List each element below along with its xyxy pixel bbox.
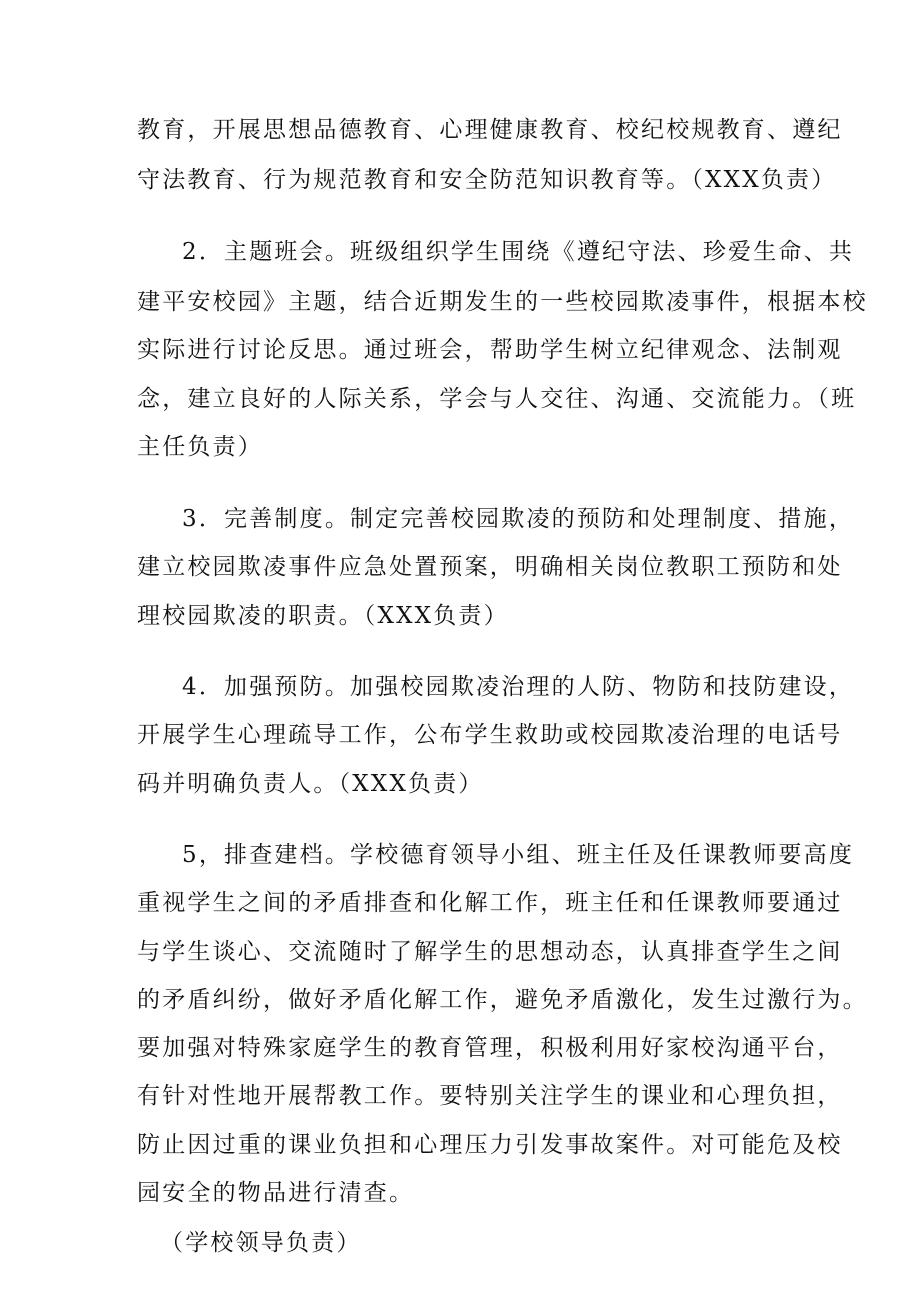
text-line: 2．主题班会。班级组织学生围绕《遵纪守法、珍爱生命、共 xyxy=(182,239,855,265)
text-line: 教育，开展思想品德教育、心理健康教育、校纪校规教育、遵纪 xyxy=(137,117,843,143)
text-line: 4．加强预防。加强校园欺凌治理的人防、物防和技防建设， xyxy=(182,674,855,700)
text-line: 念，建立良好的人际关系，学会与人交往、沟通、交流能力。（班 xyxy=(137,386,857,412)
text-line: 码并明确负责人。（XXX负责） xyxy=(137,771,484,797)
text-line: 3．完善制度。制定完善校园欺凌的预防和处理制度、措施， xyxy=(182,506,855,532)
text-line: 园安全的物品进行清查。 xyxy=(137,1180,415,1206)
text-line: 主任负责） xyxy=(137,434,263,460)
text-line: 开展学生心理疏导工作，公布学生救助或校园欺凌治理的电话号 xyxy=(137,722,843,748)
text-line: 重视学生之间的矛盾排查和化解工作，班主任和任课教师要通过 xyxy=(137,890,843,916)
text-line: 5，排查建档。学校德育领导小组、班主任及任课教师要高度 xyxy=(182,842,855,868)
text-line: 防止因过重的课业负担和心理压力引发事故案件。对可能危及校 xyxy=(137,1132,843,1158)
text-line: 实际进行讨论反思。通过班会，帮助学生树立纪律观念、法制观 xyxy=(137,337,843,363)
text-line: 有针对性地开展帮教工作。要特别关注学生的课业和心理负担， xyxy=(137,1083,843,1109)
text-line: 建平安校园》主题，结合近期发生的一些校园欺凌事件，根据本校 xyxy=(137,289,868,315)
text-line: 要加强对特殊家庭学生的教育管理，积极利用好家校沟通平台， xyxy=(137,1035,843,1061)
text-line: 建立校园欺凌事件应急处置预案，明确相关岗位教职工预防和处 xyxy=(137,554,843,580)
text-line: 与学生谈心、交流随时了解学生的思想动态，认真排查学生之间 xyxy=(137,939,843,965)
text-line: 理校园欺凌的职责。（XXX负责） xyxy=(137,603,509,629)
text-line: （学校领导负责） xyxy=(160,1230,362,1256)
text-line: 的矛盾纠纷，做好矛盾化解工作，避免矛盾激化，发生过激行为。 xyxy=(137,987,868,1013)
text-line: 守法教育、行为规范教育和安全防范知识教育等。（XXX负责） xyxy=(137,167,837,193)
